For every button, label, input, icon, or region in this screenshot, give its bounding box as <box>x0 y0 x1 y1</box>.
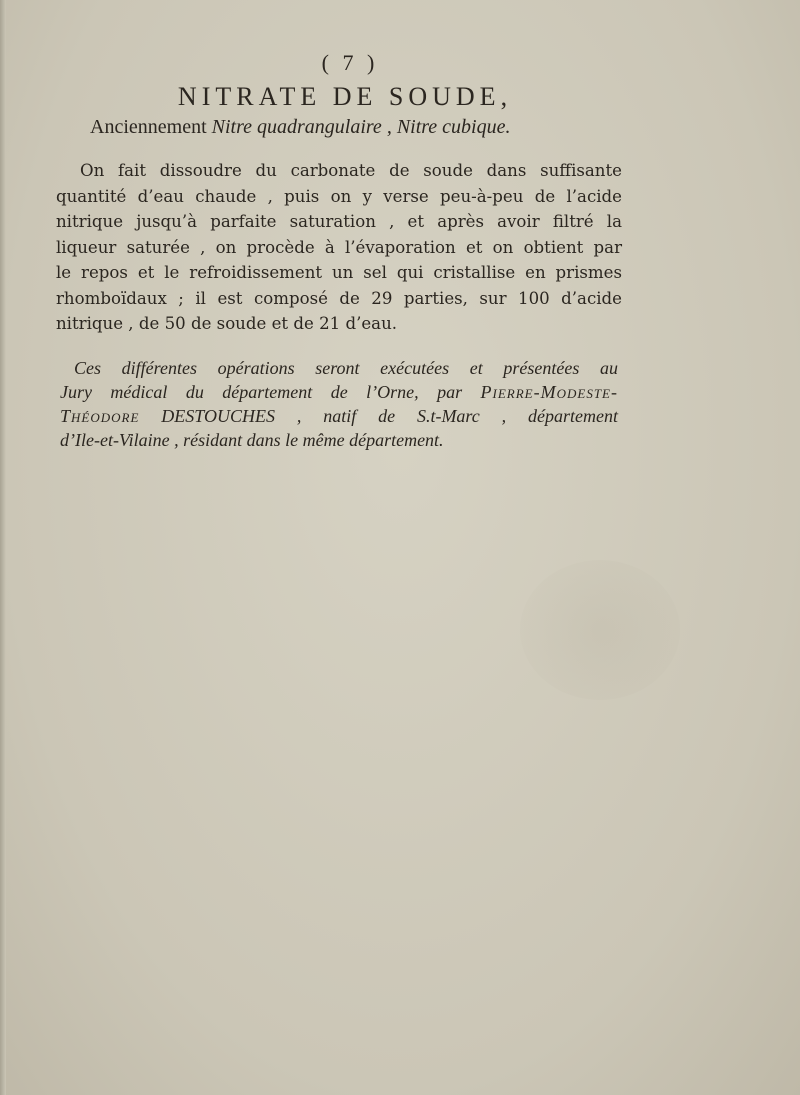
credit-line-4: d’Ile-et-Vilaine , résidant dans le même département. <box>60 430 444 450</box>
body-line: rhomboïdaux ; il est composé de 29 parties, sur 100 d’acide <box>56 288 622 308</box>
credit-line-3-text: DESTOUCHES , natif de S.t-Marc , département <box>139 406 618 426</box>
subtitle-name-2: Nitre cubique. <box>396 116 511 138</box>
subtitle-name-1: Nitre quadrangulaire <box>211 116 382 138</box>
subtitle-separator: , <box>381 116 397 138</box>
body-line: nitrique jusqu’à parfaite saturation , et après avoir filtré la <box>56 212 622 231</box>
body-line: On fait dissoudre du carbonate de soude dans suffisante <box>80 161 622 180</box>
body-line: le repos et le refroidissement un sel qui cristallise en prismes <box>56 263 622 282</box>
author-given-name-2: Théodore <box>60 406 140 426</box>
credit-line-2 <box>60 380 618 404</box>
page-binding-edge <box>0 0 6 1095</box>
author-given-names: Pierre-Modeste- <box>480 382 618 402</box>
body-line: quantité d’eau chaude , puis on y verse peu-à-peu de l’acide <box>56 186 622 206</box>
credit-line-3 <box>60 404 618 428</box>
credit-line-1: Ces différentes opérations seront exécutées et présentées au <box>74 358 618 378</box>
credit-paragraph <box>60 356 618 452</box>
credit-line-2-text: Jury médical du département de l’Orne, par <box>60 382 481 402</box>
page-title: NITRATE DE SOUDE, <box>177 82 513 111</box>
body-paragraph <box>56 158 622 337</box>
body-line: liqueur saturée , on procède à l’évaporation et on obtient par <box>56 237 622 257</box>
subtitle <box>90 116 690 139</box>
subtitle-prefix: Anciennement <box>90 116 212 138</box>
paper-stain <box>520 560 680 700</box>
page-number: ( 7 ) <box>321 50 379 75</box>
body-line: nitrique , de 50 de soude et de 21 d’eau. <box>56 314 398 333</box>
